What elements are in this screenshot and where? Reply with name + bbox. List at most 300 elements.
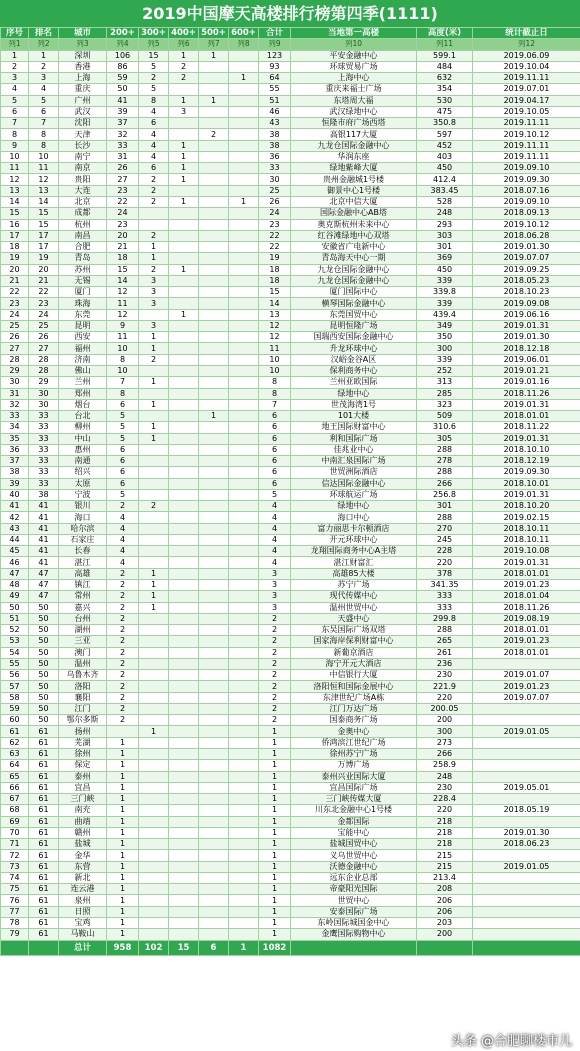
rank-cell: 41 (29, 501, 59, 512)
count-400-cell (169, 861, 199, 872)
tallest-building-cell: 国泰商务广场 (291, 715, 417, 726)
height-cell: 278 (417, 456, 473, 467)
tallest-building-cell: 沃德金融中心 (291, 861, 417, 872)
table-row (1, 84, 580, 95)
count-500-cell (199, 726, 229, 737)
count-200-cell: 37 (107, 118, 139, 129)
total-row-cell: 1082 (259, 940, 291, 955)
tallest-building-cell: 国际金融中心AB塔 (291, 208, 417, 219)
table-row (1, 794, 580, 805)
count-500-cell (199, 208, 229, 219)
row-index-cell: 1 (1, 50, 29, 61)
city-cell: 济南 (59, 354, 107, 365)
count-600-cell (229, 726, 259, 737)
count-500-cell (199, 467, 229, 478)
count-200-cell: 12 (107, 287, 139, 298)
rank-cell: 17 (29, 230, 59, 241)
table-row (1, 839, 580, 850)
row-index-cell: 9 (1, 140, 29, 151)
height-cell: 484 (417, 61, 473, 72)
count-200-cell: 5 (107, 422, 139, 433)
rank-cell: 61 (29, 726, 59, 737)
total-cell: 26 (259, 196, 291, 207)
count-400-cell (169, 242, 199, 253)
city-cell: 沈阳 (59, 118, 107, 129)
tallest-building-cell: 昆明恒隆广场 (291, 320, 417, 331)
tallest-building-cell: 101大楼 (291, 411, 417, 422)
count-400-cell (169, 478, 199, 489)
count-600-cell (229, 546, 259, 557)
city-cell: 烟台 (59, 399, 107, 410)
count-200-cell: 5 (107, 489, 139, 500)
count-200-cell: 5 (107, 433, 139, 444)
table-row (1, 534, 580, 545)
height-cell: 599.1 (417, 50, 473, 61)
total-row-cell: 6 (199, 940, 229, 955)
count-300-cell: 1 (139, 399, 169, 410)
rank-cell: 8 (29, 140, 59, 151)
date-cell: 2019.01.31 (473, 489, 580, 500)
count-200-cell: 26 (107, 163, 139, 174)
tallest-building-cell: 环球贸易广场 (291, 61, 417, 72)
count-600-cell (229, 805, 259, 816)
table-row (1, 433, 580, 444)
count-400-cell: 1 (169, 151, 199, 162)
count-200-cell: 2 (107, 670, 139, 681)
count-500-cell (199, 118, 229, 129)
count-400-cell (169, 703, 199, 714)
total-cell: 7 (259, 399, 291, 410)
rank-cell: 50 (29, 625, 59, 636)
count-300-cell (139, 850, 169, 861)
count-300-cell (139, 692, 169, 703)
height-cell: 236 (417, 658, 473, 669)
count-200-cell: 11 (107, 332, 139, 343)
date-cell: 2019.09.10 (473, 163, 580, 174)
count-600-cell (229, 861, 259, 872)
table-row (1, 557, 580, 568)
count-600-cell (229, 230, 259, 241)
city-cell: 江门 (59, 703, 107, 714)
tallest-building-cell: 洛阳恒和国际金展中心 (291, 681, 417, 692)
total-cell: 14 (259, 298, 291, 309)
count-200-cell: 9 (107, 320, 139, 331)
table-row (1, 219, 580, 230)
total-cell: 23 (259, 219, 291, 230)
date-cell: 2019.01.30 (473, 827, 580, 838)
count-200-cell: 1 (107, 839, 139, 850)
rank-cell: 29 (29, 377, 59, 388)
count-500-cell (199, 320, 229, 331)
count-200-cell: 39 (107, 106, 139, 117)
tallest-building-cell: 东岭国际城国金中心 (291, 917, 417, 928)
row-index-cell: 36 (1, 444, 29, 455)
date-cell: 2018.01.01 (473, 625, 580, 636)
count-600-cell (229, 681, 259, 692)
date-cell: 2019.01.31 (473, 433, 580, 444)
count-500-cell (199, 298, 229, 309)
count-400-cell (169, 253, 199, 264)
count-600-cell (229, 151, 259, 162)
count-300-cell: 1 (139, 343, 169, 354)
count-300-cell: 1 (139, 377, 169, 388)
table-row (1, 456, 580, 467)
city-cell: 澳门 (59, 647, 107, 658)
row-index-cell: 40 (1, 489, 29, 500)
row-index-cell: 17 (1, 230, 29, 241)
table-row (1, 196, 580, 207)
tallest-building-cell: 华润东座 (291, 151, 417, 162)
table-row (1, 884, 580, 895)
row-index-cell: 13 (1, 185, 29, 196)
count-500-cell (199, 174, 229, 185)
count-600-cell (229, 703, 259, 714)
city-cell: 昆明 (59, 320, 107, 331)
tallest-building-cell: 利和国际广场 (291, 433, 417, 444)
count-500-cell: 1 (199, 95, 229, 106)
city-cell: 太原 (59, 478, 107, 489)
count-600-cell (229, 287, 259, 298)
table-row (1, 242, 580, 253)
count-300-cell: 15 (139, 50, 169, 61)
city-cell: 三门峡 (59, 794, 107, 805)
height-cell: 218 (417, 827, 473, 838)
total-cell: 2 (259, 692, 291, 703)
total-cell: 19 (259, 253, 291, 264)
column-subheader: 列3 (59, 39, 107, 50)
count-200-cell: 8 (107, 388, 139, 399)
count-400-cell (169, 534, 199, 545)
total-cell: 1 (259, 782, 291, 793)
row-index-cell: 70 (1, 827, 29, 838)
count-200-cell: 23 (107, 219, 139, 230)
count-200-cell: 1 (107, 884, 139, 895)
height-cell: 450 (417, 264, 473, 275)
height-cell: 313 (417, 377, 473, 388)
rank-cell: 61 (29, 816, 59, 827)
count-400-cell (169, 647, 199, 658)
count-300-cell: 1 (139, 580, 169, 591)
tallest-building-cell: 中南汇泉国际广场 (291, 456, 417, 467)
row-index-cell: 61 (1, 726, 29, 737)
total-cell: 2 (259, 625, 291, 636)
count-200-cell: 2 (107, 625, 139, 636)
total-cell: 18 (259, 264, 291, 275)
city-cell: 襄阳 (59, 692, 107, 703)
date-cell: 2019.09.30 (473, 467, 580, 478)
height-cell: 220 (417, 805, 473, 816)
height-cell: 301 (417, 501, 473, 512)
city-cell: 北京 (59, 196, 107, 207)
total-row-cell (417, 940, 473, 955)
column-header: 合计 (259, 28, 291, 39)
row-index-cell: 6 (1, 106, 29, 117)
count-500-cell (199, 760, 229, 771)
count-500-cell: 1 (199, 50, 229, 61)
table-row (1, 309, 580, 320)
table-row (1, 636, 580, 647)
count-600-cell (229, 118, 259, 129)
city-cell: 宝鸡 (59, 917, 107, 928)
count-300-cell: 2 (139, 354, 169, 365)
row-index-cell: 23 (1, 298, 29, 309)
city-cell: 曲靖 (59, 816, 107, 827)
tallest-building-cell: 地王国际财富中心 (291, 422, 417, 433)
count-300-cell (139, 861, 169, 872)
count-300-cell (139, 670, 169, 681)
count-500-cell (199, 253, 229, 264)
tallest-building-cell: 海宁开元大酒店 (291, 658, 417, 669)
count-300-cell: 1 (139, 602, 169, 613)
date-cell: 2018.10.11 (473, 534, 580, 545)
rank-cell: 8 (29, 129, 59, 140)
city-cell: 鄂尔多斯 (59, 715, 107, 726)
tallest-building-cell: 高雄85大楼 (291, 568, 417, 579)
rank-cell: 1 (29, 50, 59, 61)
date-cell: 2018.06.23 (473, 839, 580, 850)
count-300-cell (139, 872, 169, 883)
date-cell (473, 872, 580, 883)
count-400-cell (169, 895, 199, 906)
city-cell: 乌鲁木齐 (59, 670, 107, 681)
height-cell: 300 (417, 343, 473, 354)
height-cell: 350.8 (417, 118, 473, 129)
rank-cell: 50 (29, 715, 59, 726)
height-cell: 215 (417, 861, 473, 872)
total-cell: 10 (259, 365, 291, 376)
count-600-cell (229, 433, 259, 444)
count-200-cell: 32 (107, 129, 139, 140)
row-index-cell: 2 (1, 61, 29, 72)
date-cell: 2018.01.01 (473, 568, 580, 579)
rank-cell: 61 (29, 794, 59, 805)
count-600-cell (229, 106, 259, 117)
rank-cell: 41 (29, 512, 59, 523)
count-500-cell (199, 861, 229, 872)
count-300-cell (139, 388, 169, 399)
count-300-cell (139, 208, 169, 219)
table-row (1, 61, 580, 72)
total-cell: 4 (259, 546, 291, 557)
count-400-cell (169, 230, 199, 241)
count-300-cell (139, 534, 169, 545)
table-row (1, 444, 580, 455)
row-index-cell: 74 (1, 872, 29, 883)
count-300-cell: 4 (139, 140, 169, 151)
table-row (1, 760, 580, 771)
total-cell: 36 (259, 151, 291, 162)
date-cell: 2019.04.17 (473, 95, 580, 106)
table-row (1, 73, 580, 84)
count-200-cell: 1 (107, 771, 139, 782)
tallest-building-cell: 绿地中心 (291, 388, 417, 399)
count-500-cell (199, 73, 229, 84)
total-cell: 3 (259, 602, 291, 613)
count-600-cell: 1 (229, 196, 259, 207)
height-cell: 258.9 (417, 760, 473, 771)
count-300-cell: 4 (139, 151, 169, 162)
count-500-cell (199, 287, 229, 298)
height-cell: 310.6 (417, 422, 473, 433)
height-cell: 230 (417, 670, 473, 681)
rank-cell: 33 (29, 456, 59, 467)
row-index-cell: 10 (1, 151, 29, 162)
count-500-cell (199, 906, 229, 917)
watermark: 头条 @合肥聊楼市儿 (450, 1034, 572, 1049)
city-cell: 惠州 (59, 444, 107, 455)
tallest-building-cell: 高银117大厦 (291, 129, 417, 140)
count-600-cell (229, 456, 259, 467)
row-index-cell: 65 (1, 771, 29, 782)
count-600-cell (229, 658, 259, 669)
rank-cell: 50 (29, 681, 59, 692)
total-cell: 22 (259, 242, 291, 253)
table-row (1, 715, 580, 726)
count-600-cell (229, 670, 259, 681)
row-index-cell: 52 (1, 625, 29, 636)
row-index-cell: 24 (1, 309, 29, 320)
city-cell: 嘉兴 (59, 602, 107, 613)
total-row-cell: 102 (139, 940, 169, 955)
count-200-cell: 2 (107, 658, 139, 669)
count-600-cell (229, 782, 259, 793)
count-500-cell (199, 163, 229, 174)
total-cell: 12 (259, 332, 291, 343)
count-400-cell (169, 456, 199, 467)
city-cell: 赣州 (59, 827, 107, 838)
count-400-cell (169, 185, 199, 196)
count-600-cell (229, 580, 259, 591)
count-300-cell: 1 (139, 253, 169, 264)
total-cell: 2 (259, 647, 291, 658)
row-index-cell: 75 (1, 884, 29, 895)
date-cell: 2019.09.25 (473, 264, 580, 275)
rank-cell: 61 (29, 760, 59, 771)
city-cell: 台北 (59, 411, 107, 422)
height-cell: 305 (417, 433, 473, 444)
total-cell: 33 (259, 163, 291, 174)
count-300-cell (139, 827, 169, 838)
rank-cell: 47 (29, 568, 59, 579)
count-400-cell (169, 658, 199, 669)
table-row (1, 861, 580, 872)
tallest-building-cell: 世贸中心 (291, 895, 417, 906)
rank-cell: 2 (29, 61, 59, 72)
count-600-cell (229, 872, 259, 883)
count-200-cell: 2 (107, 636, 139, 647)
count-300-cell (139, 895, 169, 906)
height-cell: 200 (417, 929, 473, 940)
date-cell: 2018.11.26 (473, 388, 580, 399)
count-600-cell (229, 839, 259, 850)
count-400-cell (169, 602, 199, 613)
count-200-cell: 12 (107, 309, 139, 320)
count-300-cell (139, 613, 169, 624)
count-400-cell (169, 670, 199, 681)
total-cell: 8 (259, 377, 291, 388)
table-row (1, 118, 580, 129)
row-index-cell: 59 (1, 703, 29, 714)
height-cell: 378 (417, 568, 473, 579)
rank-cell: 41 (29, 557, 59, 568)
count-600-cell (229, 467, 259, 478)
count-500-cell (199, 557, 229, 568)
tallest-building-cell: 九龙仓国际金融中心 (291, 275, 417, 286)
city-cell: 芜湖 (59, 737, 107, 748)
table-row (1, 546, 580, 557)
count-400-cell (169, 399, 199, 410)
tallest-building-cell: 兰州亚欧国际 (291, 377, 417, 388)
rank-cell: 50 (29, 613, 59, 624)
tallest-building-cell: 侨鸿滨江世纪广场 (291, 737, 417, 748)
height-cell: 228 (417, 546, 473, 557)
tallest-building-cell: 绿地紫峰大厦 (291, 163, 417, 174)
date-cell (473, 884, 580, 895)
rank-cell: 50 (29, 670, 59, 681)
count-200-cell: 4 (107, 523, 139, 534)
date-cell: 2019.06.09 (473, 50, 580, 61)
count-400-cell (169, 489, 199, 500)
city-cell: 南通 (59, 456, 107, 467)
count-400-cell (169, 433, 199, 444)
city-cell: 三亚 (59, 636, 107, 647)
height-cell: 285 (417, 388, 473, 399)
city-cell: 杭州 (59, 219, 107, 230)
count-500-cell (199, 895, 229, 906)
city-cell: 保定 (59, 760, 107, 771)
count-200-cell: 1 (107, 749, 139, 760)
date-cell: 2018.01.01 (473, 411, 580, 422)
table-row (1, 501, 580, 512)
city-cell: 无锡 (59, 275, 107, 286)
tallest-building-cell: 信达国际金融中心 (291, 478, 417, 489)
count-300-cell: 8 (139, 95, 169, 106)
rank-cell: 30 (29, 399, 59, 410)
row-index-cell: 78 (1, 917, 29, 928)
total-cell: 13 (259, 309, 291, 320)
date-cell (473, 760, 580, 771)
row-index-cell: 28 (1, 354, 29, 365)
city-cell: 湖州 (59, 625, 107, 636)
count-400-cell (169, 613, 199, 624)
row-index-cell: 47 (1, 568, 29, 579)
tallest-building-cell: 盐城国贸中心 (291, 839, 417, 850)
total-cell: 4 (259, 523, 291, 534)
rank-cell: 15 (29, 208, 59, 219)
table-title: 2019中国摩天高楼排行榜第四季(1111) (0, 0, 580, 27)
count-200-cell: 86 (107, 61, 139, 72)
height-cell: 245 (417, 534, 473, 545)
count-500-cell (199, 275, 229, 286)
count-500-cell (199, 84, 229, 95)
date-cell (473, 929, 580, 940)
height-cell: 339 (417, 354, 473, 365)
rank-cell: 50 (29, 602, 59, 613)
column-header: 300+ (139, 28, 169, 39)
total-cell: 1 (259, 737, 291, 748)
count-200-cell: 5 (107, 411, 139, 422)
column-header: 当地第一高楼 (291, 28, 417, 39)
column-header: 排名 (29, 28, 59, 39)
count-400-cell (169, 625, 199, 636)
table-row (1, 151, 580, 162)
tallest-building-cell: 川东北金融中心1号楼 (291, 805, 417, 816)
height-cell: 213.4 (417, 872, 473, 883)
count-200-cell: 2 (107, 501, 139, 512)
city-cell: 天津 (59, 129, 107, 140)
date-cell: 2019.11.11 (473, 118, 580, 129)
count-400-cell (169, 501, 199, 512)
